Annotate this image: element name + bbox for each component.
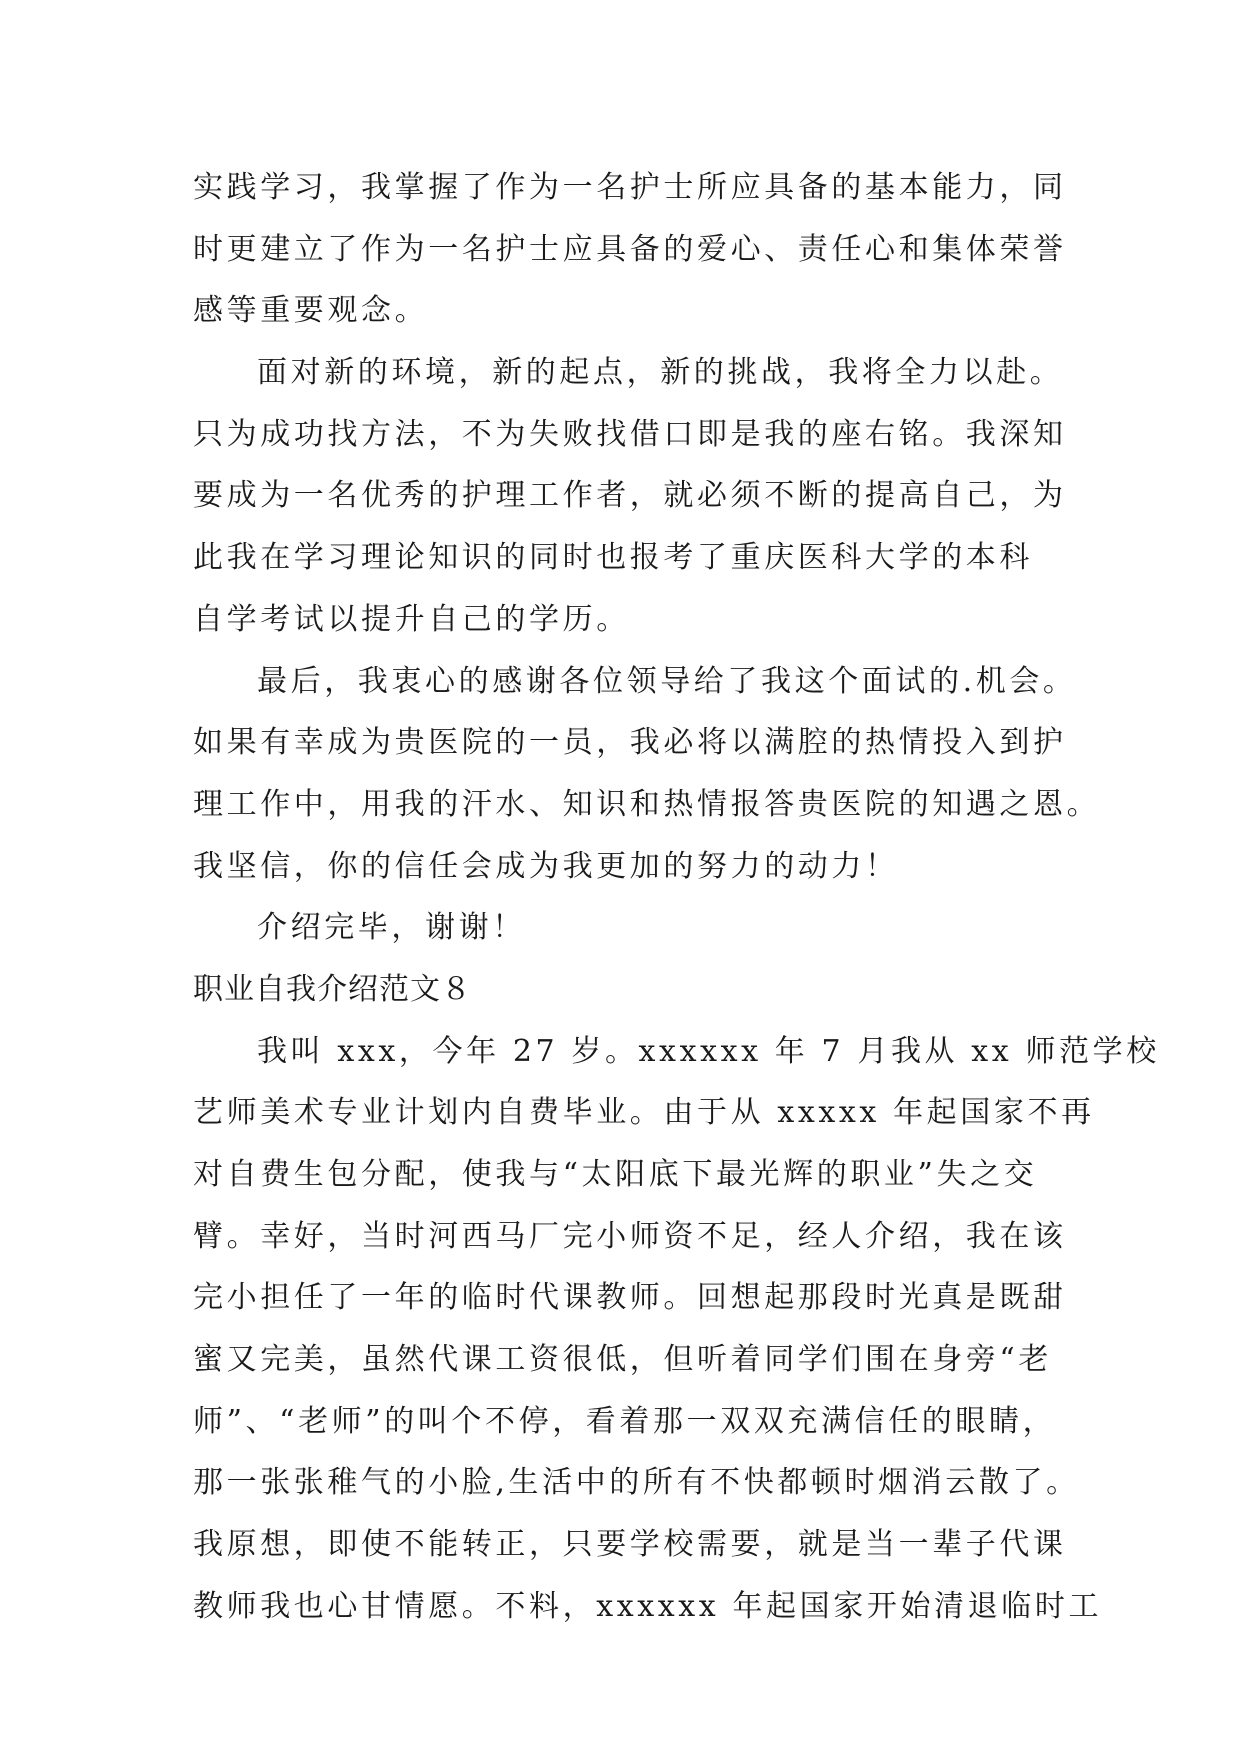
text-line: 那一张张稚气的小脸,生活中的所有不快都顿时烟消云散了。 bbox=[193, 1465, 1080, 1501]
text-line: 此我在学习理论知识的同时也报考了重庆医科大学的本科 bbox=[193, 540, 1033, 576]
text-line: 师”、“老师”的叫个不停，看着那一双双充满信任的眼睛， bbox=[193, 1403, 1057, 1439]
text-line: 只为成功找方法，不为失败找借口即是我的座右铭。我深知 bbox=[193, 416, 1067, 452]
text-line: 完小担任了一年的临时代课教师。回想起那段时光真是既甜 bbox=[193, 1280, 1067, 1316]
text-line: 教师我也心甘情愿。不料，xxxxxx 年起国家开始清退临时工 bbox=[193, 1588, 1103, 1624]
text-line: 理工作中，用我的汗水、知识和热情报答贵医院的知遇之恩。 bbox=[193, 786, 1101, 822]
text-line: 感等重要观念。 bbox=[193, 293, 429, 329]
text-line: 面对新的环境，新的起点，新的挑战，我将全力以赴。 bbox=[257, 355, 1064, 391]
text-line: 如果有幸成为贵医院的一员，我必将以满腔的热情投入到护 bbox=[193, 725, 1067, 761]
text-line: 臂。幸好，当时河西马厂完小师资不足，经人介绍，我在该 bbox=[193, 1218, 1067, 1254]
section-heading: 职业自我介绍范文８ bbox=[193, 971, 472, 1007]
text-line: 介绍完毕，谢谢！ bbox=[257, 910, 526, 946]
document-body bbox=[193, 157, 1160, 1638]
text-line: 时更建立了作为一名护士应具备的爱心、责任心和集体荣誉 bbox=[193, 231, 1067, 267]
text-line: 我原想，即使不能转正，只要学校需要，就是当一辈子代课 bbox=[193, 1527, 1067, 1563]
text-line: 要成为一名优秀的护理工作者，就必须不断的提高自己，为 bbox=[193, 478, 1067, 514]
text-line: 自学考试以提升自己的学历。 bbox=[193, 601, 630, 637]
text-line: 我坚信，你的信任会成为我更加的努力的动力！ bbox=[193, 848, 899, 884]
text-line: 实践学习，我掌握了作为一名护士所应具备的基本能力，同 bbox=[193, 170, 1067, 205]
text-line: 艺师美术专业计划内自费毕业。由于从 xxxxx 年起国家不再 bbox=[193, 1095, 1095, 1131]
text-line: 对自费生包分配，使我与“太阳底下最光辉的职业”失之交 bbox=[193, 1157, 1038, 1192]
text-line: 蜜又完美，虽然代课工资很低，但听着同学们围在身旁“老 bbox=[193, 1342, 1052, 1378]
text-line: 我叫 xxx，今年 27 岁。xxxxxx 年 7 月我从 xx 师范学校 bbox=[257, 1033, 1160, 1069]
text-line: 最后，我衷心的感谢各位领导给了我这个面试的.机会。 bbox=[257, 663, 1077, 699]
